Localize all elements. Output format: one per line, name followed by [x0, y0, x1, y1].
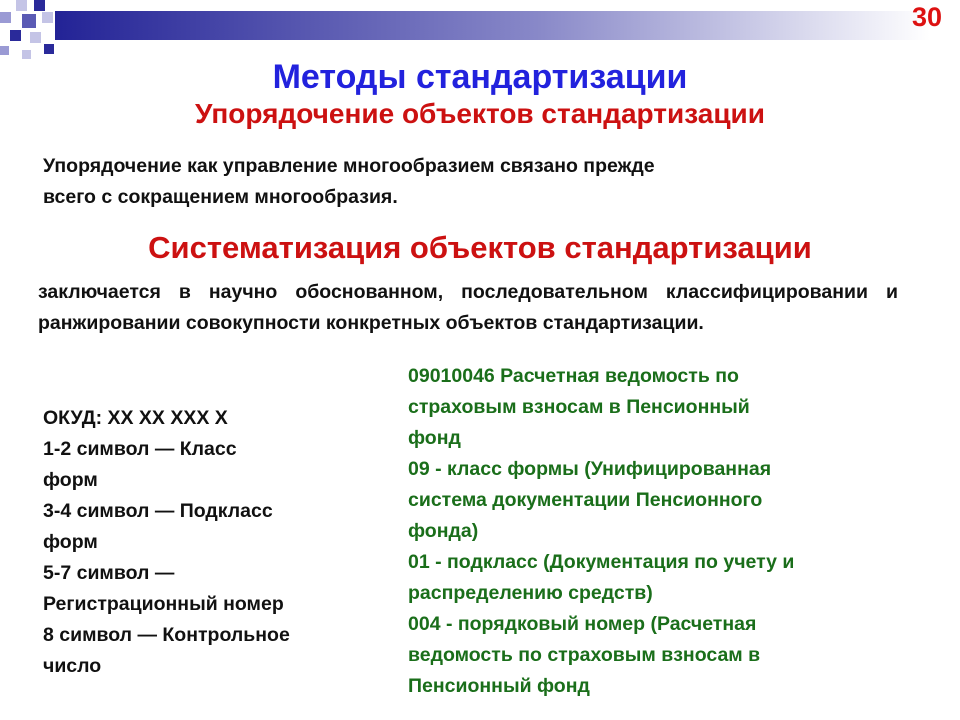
header-decoration — [0, 0, 960, 60]
definition-paragraph: заключается в научно обоснованном, последовательном классифицировании и ранжировании совокупности конкретных объектов стандартизации. — [38, 281, 898, 334]
header-squares — [0, 0, 54, 59]
okud-line: 8 символ — Контрольное — [43, 624, 290, 646]
slide-number: 30 — [911, 2, 942, 32]
okud-line: 5-7 символ — — [43, 562, 175, 584]
okud-line: форм — [43, 469, 98, 491]
slide-title: Методы стандартизации — [272, 58, 688, 96]
okud-line: форм — [43, 531, 98, 553]
example-line: 004 - порядковый номер (Расчетная — [408, 613, 757, 635]
example-line: 09010046 Расчетная ведомость по — [408, 365, 739, 387]
okud-line: число — [43, 655, 102, 677]
intro-line: Упорядочение как управление многообразием связано прежде — [43, 155, 655, 177]
example-line: фонд — [408, 427, 461, 449]
example-line: 01 - подкласс (Документация по учету и — [408, 551, 795, 573]
okud-line: 1-2 символ — Класс — [43, 438, 237, 460]
example-line: страховым взносам в Пенсионный — [408, 396, 750, 418]
intro-line: всего с сокращением многообразия. — [43, 186, 398, 208]
header-gradient-bar — [55, 11, 930, 40]
okud-code-structure — [43, 403, 388, 682]
example-line: фонда) — [408, 520, 479, 542]
slide-subtitle: Упорядочение объектов стандартизации — [195, 98, 765, 129]
okud-example — [408, 361, 948, 702]
okud-line: Регистрационный номер — [43, 593, 284, 615]
example-line: распределению средств) — [408, 582, 653, 604]
example-line: Пенсионный фонд — [408, 675, 590, 697]
example-line: 09 - класс формы (Унифицированная — [408, 458, 772, 480]
okud-line: ОКУД: ХХ ХХ ХХХ Х — [43, 407, 228, 429]
okud-line: 3-4 символ — Подкласс — [43, 500, 273, 522]
example-line: система документации Пенсионного — [408, 489, 763, 511]
section-title: Систематизация объектов стандартизации — [148, 230, 812, 265]
intro-paragraph — [43, 151, 913, 213]
example-line: ведомость по страховым взносам в — [408, 644, 761, 666]
